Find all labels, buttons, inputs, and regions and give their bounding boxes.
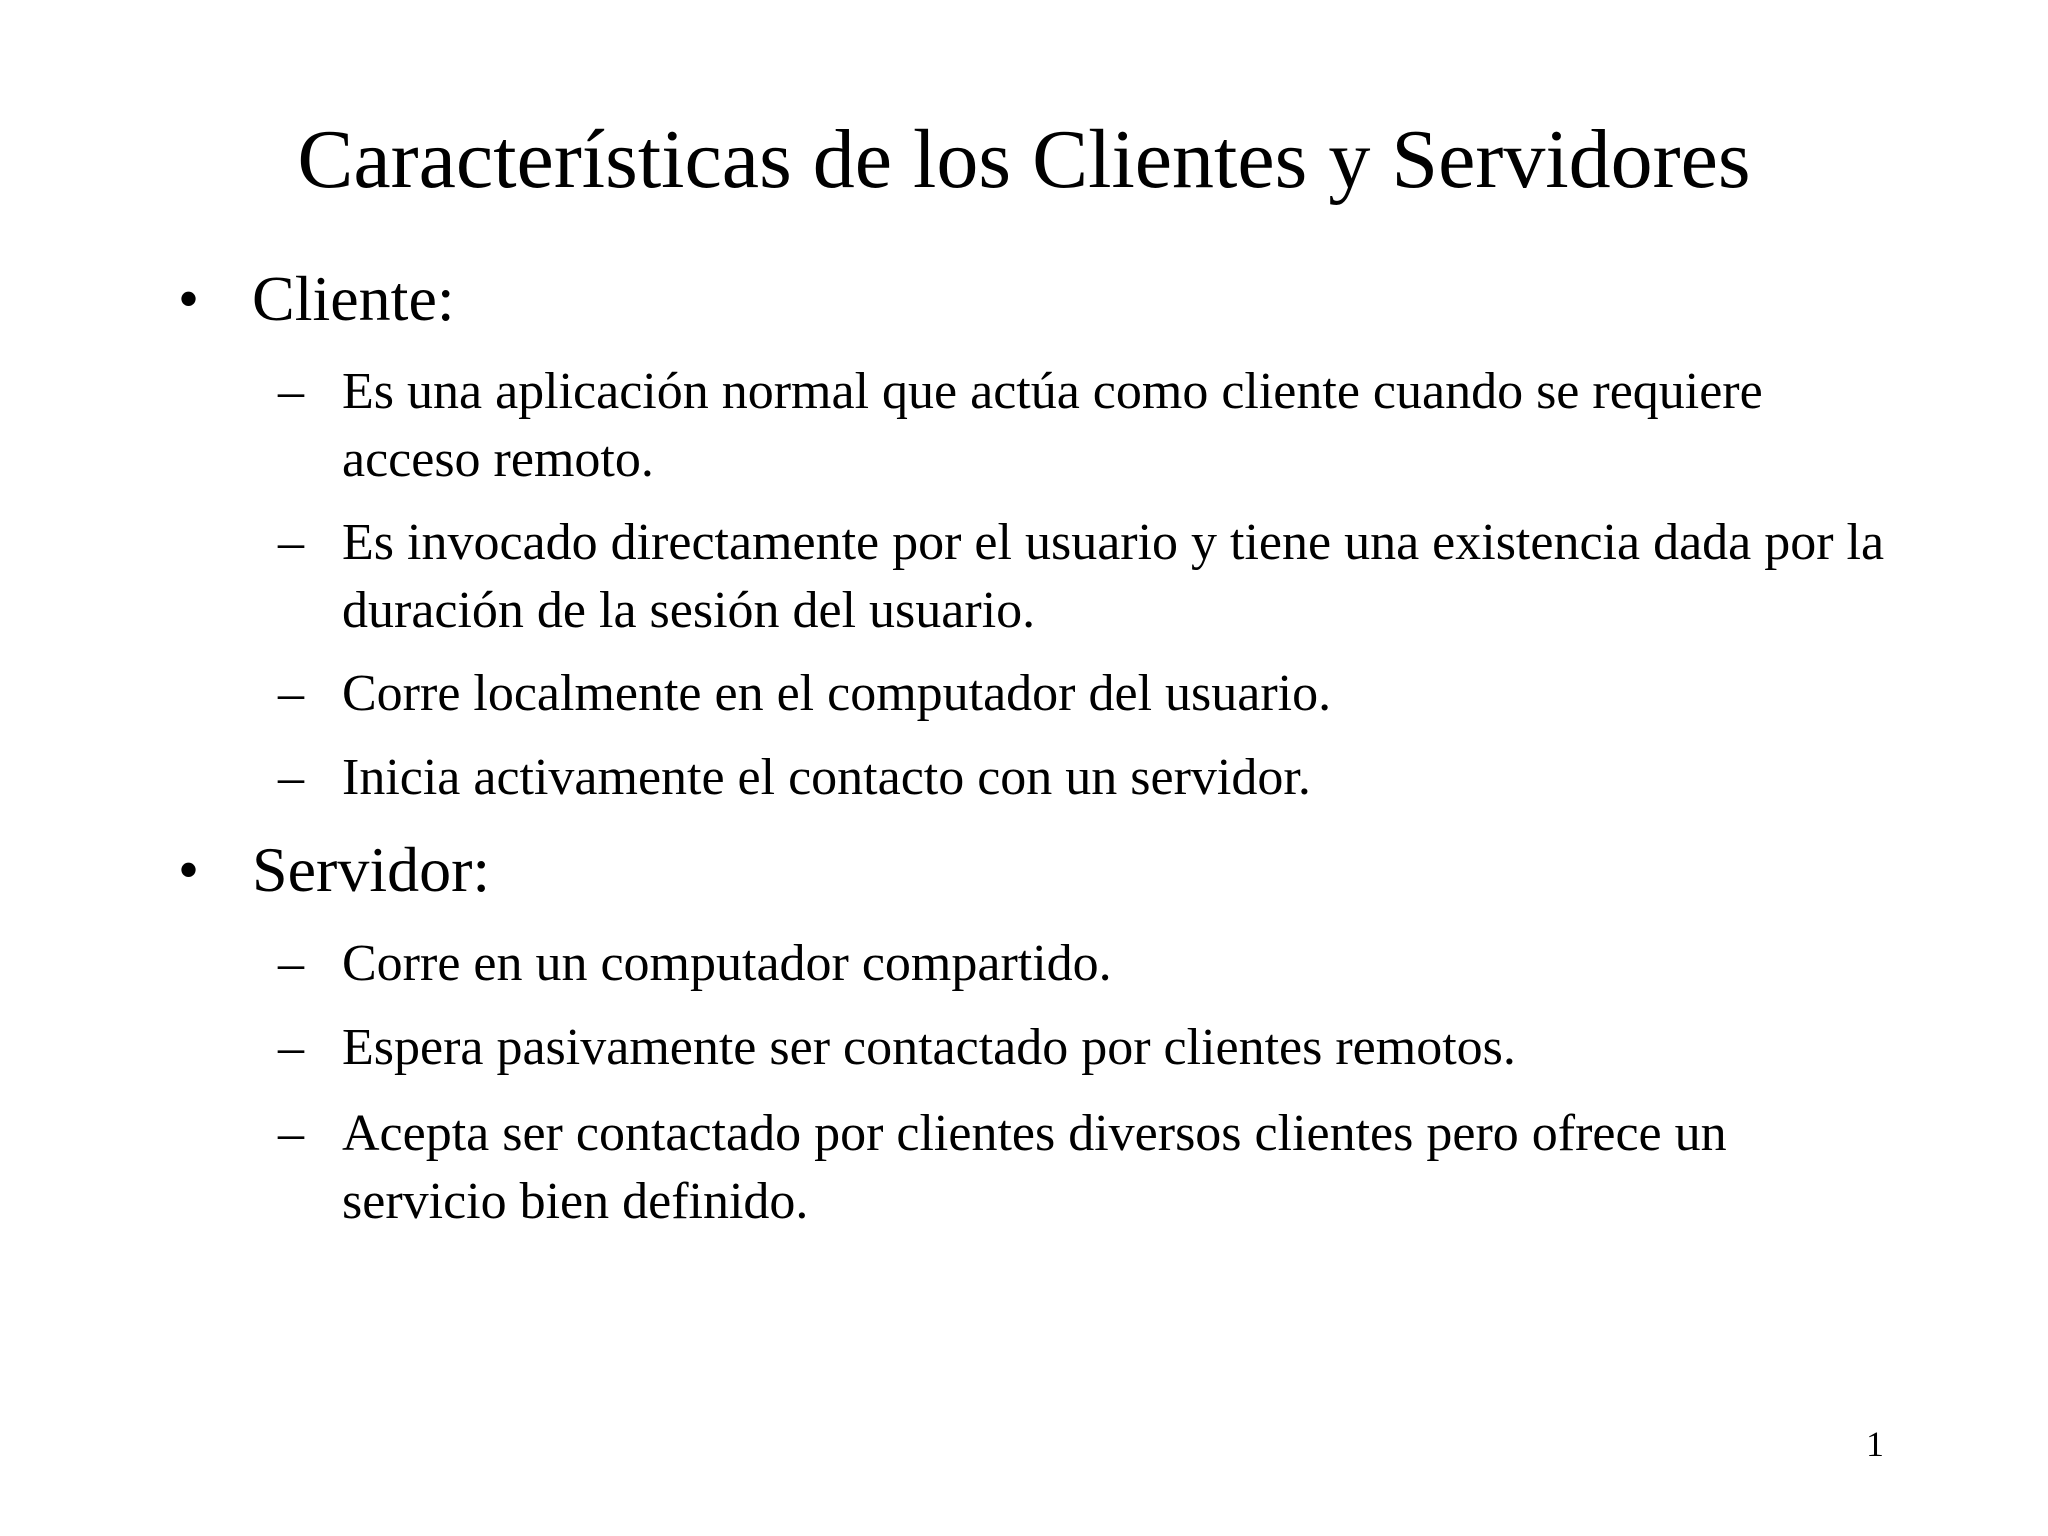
dash-icon: – (278, 665, 304, 722)
bullet-heading-servidor: Servidor: (252, 834, 491, 905)
bullet-icon: • (178, 837, 200, 903)
sub-item-text: Espera pasivamente ser contactado por clientes remotos. (342, 1019, 1516, 1076)
dash-icon: – (278, 749, 304, 806)
page-number: 1 (1866, 1424, 1884, 1464)
sub-item-text: Inicia activamente el contacto con un servidor. (342, 749, 1311, 806)
sub-item-text: Corre en un computador compartido. (342, 935, 1112, 992)
bullet-icon: • (178, 266, 200, 332)
dash-icon: – (278, 514, 304, 571)
slide-title: Características de los Clientes y Servidores (297, 113, 1751, 206)
sub-item-text: Es invocado directamente por el usuario y tiene una existencia dada por la duración de la sesión del usuario. (342, 514, 1885, 639)
dash-icon: – (278, 1019, 304, 1076)
bullet-cliente (0, 259, 2048, 339)
dash-icon: – (278, 363, 304, 420)
bullet-servidor (0, 830, 2048, 910)
dash-icon: – (278, 935, 304, 992)
sub-item-text: Acepta ser contactado por clientes diversos clientes pero ofrece un servicio bien definido. (342, 1105, 1727, 1230)
bullet-heading-cliente: Cliente: (252, 263, 455, 334)
dash-icon: – (278, 1105, 304, 1162)
sub-item-text: Es una aplicación normal que actúa como cliente cuando se requiere acceso remoto. (342, 363, 1763, 488)
sub-item-text: Corre localmente en el computador del usuario. (342, 665, 1332, 722)
